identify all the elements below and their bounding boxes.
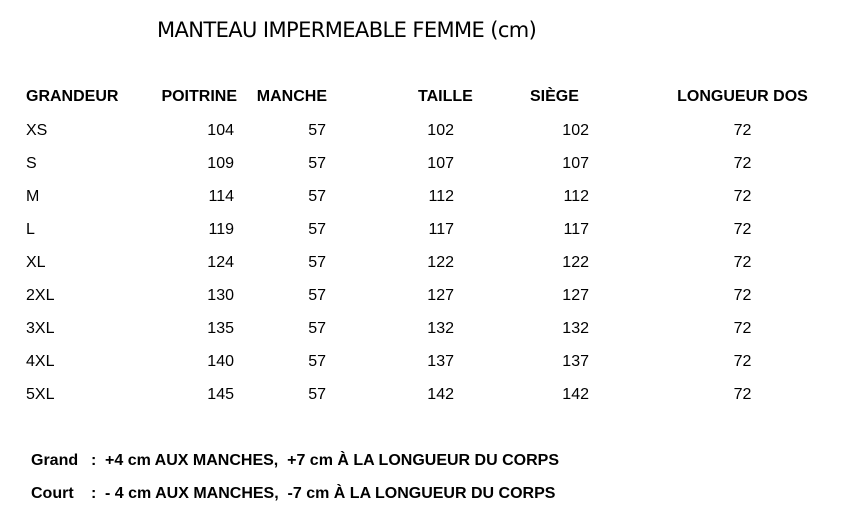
cell-grandeur: 5XL xyxy=(26,385,55,403)
cell-poitrine: 145 xyxy=(207,385,234,403)
cell-grandeur: S xyxy=(26,154,37,172)
cell-grandeur: XL xyxy=(26,253,46,271)
cell-siege: 112 xyxy=(563,187,589,205)
cell-grandeur: 3XL xyxy=(26,319,55,337)
note-text: +4 cm AUX MANCHES, +7 cm À LA LONGUEUR DU CORPS xyxy=(105,452,560,469)
note-court xyxy=(31,483,559,516)
header-manche: MANCHE xyxy=(256,88,327,105)
cell-manche: 57 xyxy=(308,121,326,139)
cell-taille: 127 xyxy=(427,286,454,304)
cell-manche: 57 xyxy=(308,154,326,172)
cell-siege: 122 xyxy=(562,253,589,271)
cell-poitrine: 114 xyxy=(208,187,234,205)
cell-grandeur: L xyxy=(26,220,35,238)
cell-grandeur: 4XL xyxy=(26,352,55,370)
cell-longueur-dos: 72 xyxy=(733,154,752,172)
cell-taille: 137 xyxy=(427,352,454,370)
cell-siege: 137 xyxy=(562,352,589,370)
table-row xyxy=(0,213,841,246)
cell-manche: 57 xyxy=(308,385,326,403)
cell-longueur-dos: 72 xyxy=(733,286,752,304)
cell-siege: 117 xyxy=(563,220,589,238)
table-row xyxy=(0,279,841,312)
cell-poitrine: 130 xyxy=(207,286,234,304)
cell-poitrine: 104 xyxy=(207,121,234,139)
cell-siege: 107 xyxy=(562,154,589,172)
cell-longueur-dos: 72 xyxy=(733,220,752,238)
cell-taille: 132 xyxy=(427,319,454,337)
fit-notes xyxy=(31,450,559,516)
cell-manche: 57 xyxy=(308,187,326,205)
cell-poitrine: 119 xyxy=(208,220,234,238)
table-row xyxy=(0,114,841,147)
cell-poitrine: 124 xyxy=(207,253,234,271)
note-label: Grand xyxy=(31,452,79,469)
cell-longueur-dos: 72 xyxy=(733,187,752,205)
header-poitrine: POITRINE xyxy=(161,88,237,105)
table-row xyxy=(0,246,841,279)
cell-taille: 117 xyxy=(428,220,454,238)
note-colon: : xyxy=(91,452,97,469)
header-grandeur: GRANDEUR xyxy=(26,88,119,105)
note-label: Court xyxy=(31,485,74,502)
note-colon: : xyxy=(91,485,97,502)
cell-poitrine: 135 xyxy=(207,319,234,337)
cell-poitrine: 109 xyxy=(207,154,234,172)
cell-siege: 142 xyxy=(562,385,589,403)
cell-taille: 142 xyxy=(427,385,454,403)
cell-longueur-dos: 72 xyxy=(733,253,752,271)
cell-taille: 112 xyxy=(428,187,454,205)
table-header-row xyxy=(0,80,841,114)
cell-grandeur: M xyxy=(26,187,40,205)
cell-manche: 57 xyxy=(308,286,326,304)
table-row xyxy=(0,378,841,411)
cell-taille: 102 xyxy=(427,121,454,139)
cell-manche: 57 xyxy=(308,352,326,370)
header-taille: TAILLE xyxy=(418,88,473,105)
cell-manche: 57 xyxy=(308,253,326,271)
cell-longueur-dos: 72 xyxy=(733,385,752,403)
header-siege: SIÈGE xyxy=(530,88,579,105)
table-row xyxy=(0,345,841,378)
table-row xyxy=(0,180,841,213)
cell-manche: 57 xyxy=(308,220,326,238)
cell-longueur-dos: 72 xyxy=(733,121,752,139)
header-longueur-dos: LONGUEUR DOS xyxy=(677,88,808,105)
table-row xyxy=(0,147,841,180)
cell-manche: 57 xyxy=(308,319,326,337)
cell-siege: 102 xyxy=(562,121,589,139)
size-chart-table xyxy=(0,80,841,411)
cell-longueur-dos: 72 xyxy=(733,352,752,370)
cell-grandeur: XS xyxy=(26,121,48,139)
cell-siege: 132 xyxy=(562,319,589,337)
cell-longueur-dos: 72 xyxy=(733,319,752,337)
cell-poitrine: 140 xyxy=(207,352,234,370)
table-row xyxy=(0,312,841,345)
cell-taille: 107 xyxy=(427,154,454,172)
cell-grandeur: 2XL xyxy=(26,286,55,304)
page-title: MANTEAU IMPERMEABLE FEMME (cm) xyxy=(157,18,537,42)
cell-siege: 127 xyxy=(562,286,589,304)
note-text: - 4 cm AUX MANCHES, -7 cm À LA LONGUEUR DU CORPS xyxy=(105,485,556,502)
cell-taille: 122 xyxy=(427,253,454,271)
note-grand xyxy=(31,450,559,483)
